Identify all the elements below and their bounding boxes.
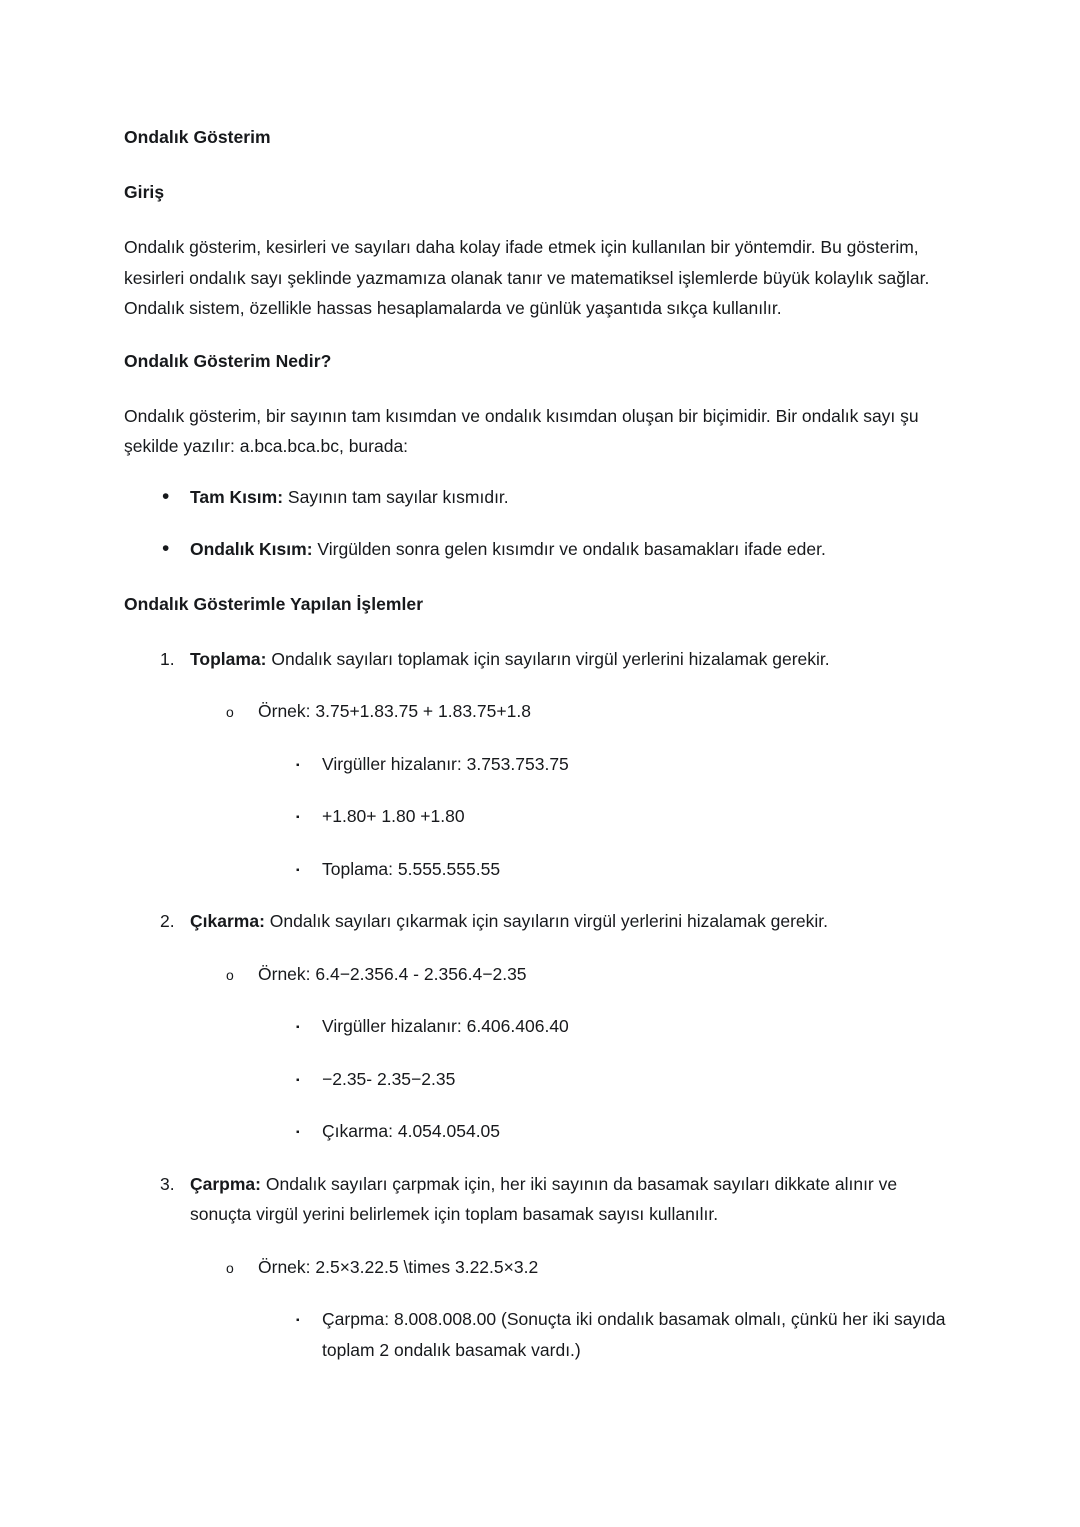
operation-description: Ondalık sayıları çıkarmak için sayıların virgül yerlerini hizalamak gerekir. (264, 911, 829, 931)
step-text: Toplama: 5.555.555.55 (322, 858, 501, 879)
list-item (190, 959, 960, 1147)
ordered-marker: 3. (160, 1173, 175, 1194)
ordered-marker: 1. (160, 648, 175, 669)
paragraph-definition: Ondalık gösterim, bir sayının tam kısımdan ve ondalık kısımdan oluşan bir biçimidir. Bir ondalık sayı şu şekilde yazılır: a.bca.bca.bc, burada: (124, 405, 919, 456)
example-list (190, 696, 960, 884)
bullet-dot-icon: • (162, 537, 170, 560)
list-item (258, 1011, 960, 1042)
example-text: Örnek: 3.75+1.83.75 + 1.83.75+1.8 (258, 701, 531, 721)
example-text: Örnek: 6.4−2.356.4 - 2.356.4−2.35 (258, 963, 527, 984)
list-item (258, 854, 960, 885)
list-item (190, 1252, 960, 1366)
operation-term: Çarpma: (190, 1173, 261, 1194)
operation-description: Ondalık sayıları çarpmak için, her iki sayının da basamak sayıları dikkate alınır ve sonuçta virgül yerini belirlemek için toplam basamak sayısı kullanılır. (190, 1173, 898, 1224)
step-text: Çıkarma: 4.054.054.05 (322, 1121, 501, 1141)
bullet-square-icon: ▪ (296, 759, 300, 771)
bullet-square-icon: ▪ (296, 812, 300, 823)
steps-list (258, 749, 960, 885)
definition-description: Virgülden sonra gelen kısımdır ve ondalık basamakları ifade eder. (312, 539, 826, 559)
list-item (258, 801, 960, 832)
bullet-square-icon: ▪ (296, 864, 300, 876)
page-title: Ondalık Gösterim (124, 127, 271, 147)
steps-list (258, 1304, 960, 1365)
bullet-square-icon: ▪ (296, 1127, 300, 1138)
heading-giris: Giriş (124, 182, 165, 202)
definition-list (124, 482, 960, 565)
steps-list (258, 1011, 960, 1147)
definition-description: Sayının tam sayılar kısmıdır. (283, 486, 509, 507)
bullet-square-icon: ▪ (296, 1022, 300, 1033)
example-list (190, 1252, 960, 1366)
list-item (258, 1116, 960, 1147)
ordered-marker: 2. (160, 911, 175, 931)
list-item (258, 1064, 960, 1095)
list-item (124, 906, 960, 1147)
example-list (190, 959, 960, 1147)
definition-term: Tam Kısım: (190, 486, 284, 507)
list-item (124, 482, 960, 513)
step-text: +1.80+ 1.80 +1.80 (322, 806, 465, 826)
operation-description: Ondalık sayıları toplamak için sayıların virgül yerlerini hizalamak gerekir. (266, 648, 830, 669)
list-item (258, 749, 960, 780)
step-text: Çarpma: 8.008.008.00 (Sonuçta iki ondalık basamak olmalı, çünkü her iki sayıda toplam 2 ondalık basamak vardı.) (322, 1309, 946, 1360)
heading-ondalik-gosterim-nedir: Ondalık Gösterim Nedir? (124, 350, 332, 371)
bullet-square-icon: ▪ (296, 1315, 300, 1326)
example-text: Örnek: 2.5×3.22.5 \times 3.22.5×3.2 (258, 1256, 539, 1277)
definition-term: Ondalık Kısım: (190, 539, 313, 559)
bullet-circle-icon: o (226, 1259, 234, 1276)
step-text: Virgüller hizalanır: 6.406.406.40 (322, 1016, 569, 1036)
bullet-circle-icon: o (226, 966, 234, 983)
bullet-square-icon: ▪ (296, 1074, 300, 1086)
operation-term: Toplama: (190, 648, 267, 669)
list-item (124, 1169, 960, 1366)
paragraph-intro: Ondalık gösterim, kesirleri ve sayıları daha kolay ifade etmek için kullanılan bir yöntemdir. Bu gösterim, kesirleri ondalık sayı şeklinde yazmamıza olanak tanır ve matematiksel işlemlerde büyük kolaylık sağlar. Ondalık sistem, özellikle hassas hesaplamalarda ve günlük yaşantıda sıkça kullanılır. (124, 237, 930, 318)
spacer (124, 565, 960, 589)
bullet-circle-icon: o (226, 704, 234, 720)
step-text: Virgüller hizalanır: 3.753.753.75 (322, 753, 569, 774)
operation-term: Çıkarma: (190, 911, 265, 931)
step-text: −2.35- 2.35−2.35 (322, 1068, 456, 1089)
bullet-dot-icon: • (162, 484, 170, 508)
list-item (258, 1304, 960, 1365)
heading-islemler: Ondalık Gösterimle Yapılan İşlemler (124, 593, 424, 614)
operations-list (124, 644, 960, 1366)
list-item (124, 534, 960, 565)
list-item (124, 644, 960, 885)
document-body (124, 122, 960, 1365)
list-item (190, 696, 960, 884)
